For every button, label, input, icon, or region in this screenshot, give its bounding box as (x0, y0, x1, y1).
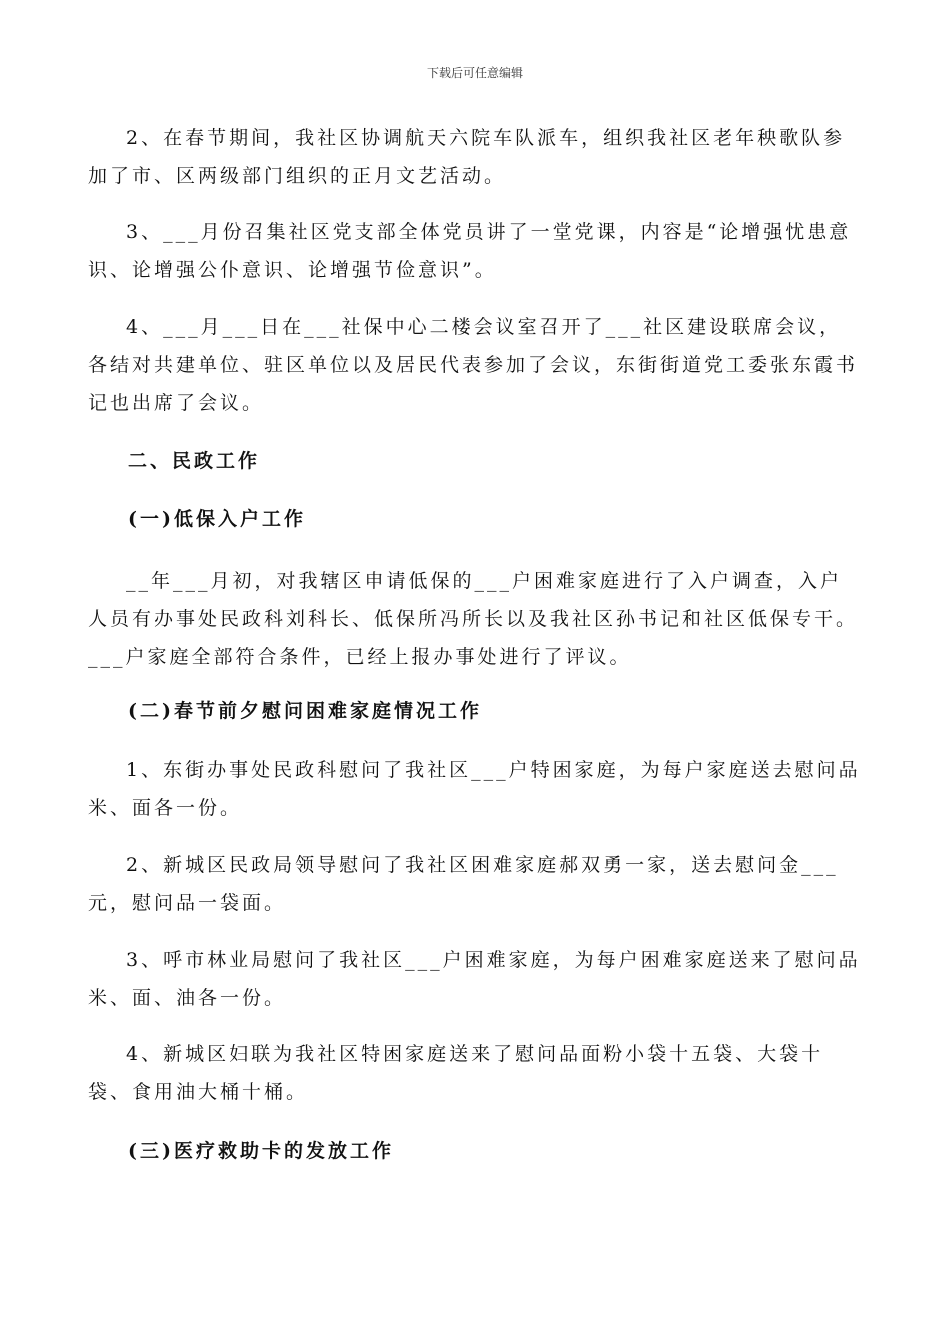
paragraph-8: 4、新城区妇联为我社区特困家庭送来了慰问品面粉小袋十五袋、大袋十袋、食用油大桶十桶。 (88, 1043, 824, 1103)
section-heading: 二、民政工作 (128, 450, 261, 472)
subsection-heading-1: (一)低保入户工作 (128, 508, 306, 530)
paragraph-2: 3、___月份召集社区党支部全体党员讲了一堂党课，内容是“论增强忧患意识、论增强公仆意识、论增强节俭意识”。 (88, 221, 852, 281)
page-header: 下载后可任意编辑 (426, 66, 523, 80)
subsection-heading-2: (二)春节前夕慰问困难家庭情况工作 (128, 700, 482, 722)
paragraph-6: 2、新城区民政局领导慰问了我社区困难家庭郝双勇一家，送去慰问金___元，慰问品一袋面。 (88, 854, 839, 914)
paragraph-4: __年___月初，对我辖区申请低保的___户困难家庭进行了入户调查，入户人员有办事处民政科刘科长、低保所冯所长以及我社区孙书记和社区低保专干。___户家庭全部符合条件，已经上报办事处进行了评议。 (88, 570, 859, 668)
paragraph-3: 4、___月___日在___社保中心二楼会议室召开了___社区建设联席会议，各结对共建单位、驻区单位以及居民代表参加了会议，东街街道党工委张东霞书记也出席了会议。 (88, 316, 859, 414)
paragraph-7: 3、呼市林业局慰问了我社区___户困难家庭，为每户困难家庭送来了慰问品米、面、油各一份。 (88, 949, 861, 1009)
paragraph-5: 1、东街办事处民政科慰问了我社区___户特困家庭，为每户家庭送去慰问品米、面各一份。 (88, 759, 861, 819)
subsection-heading-3: (三)医疗救助卡的发放工作 (128, 1140, 394, 1162)
paragraph-1: 2、在春节期间，我社区协调航天六院车队派车，组织我社区老年秧歌队参加了市、区两级部门组织的正月文艺活动。 (88, 127, 846, 187)
